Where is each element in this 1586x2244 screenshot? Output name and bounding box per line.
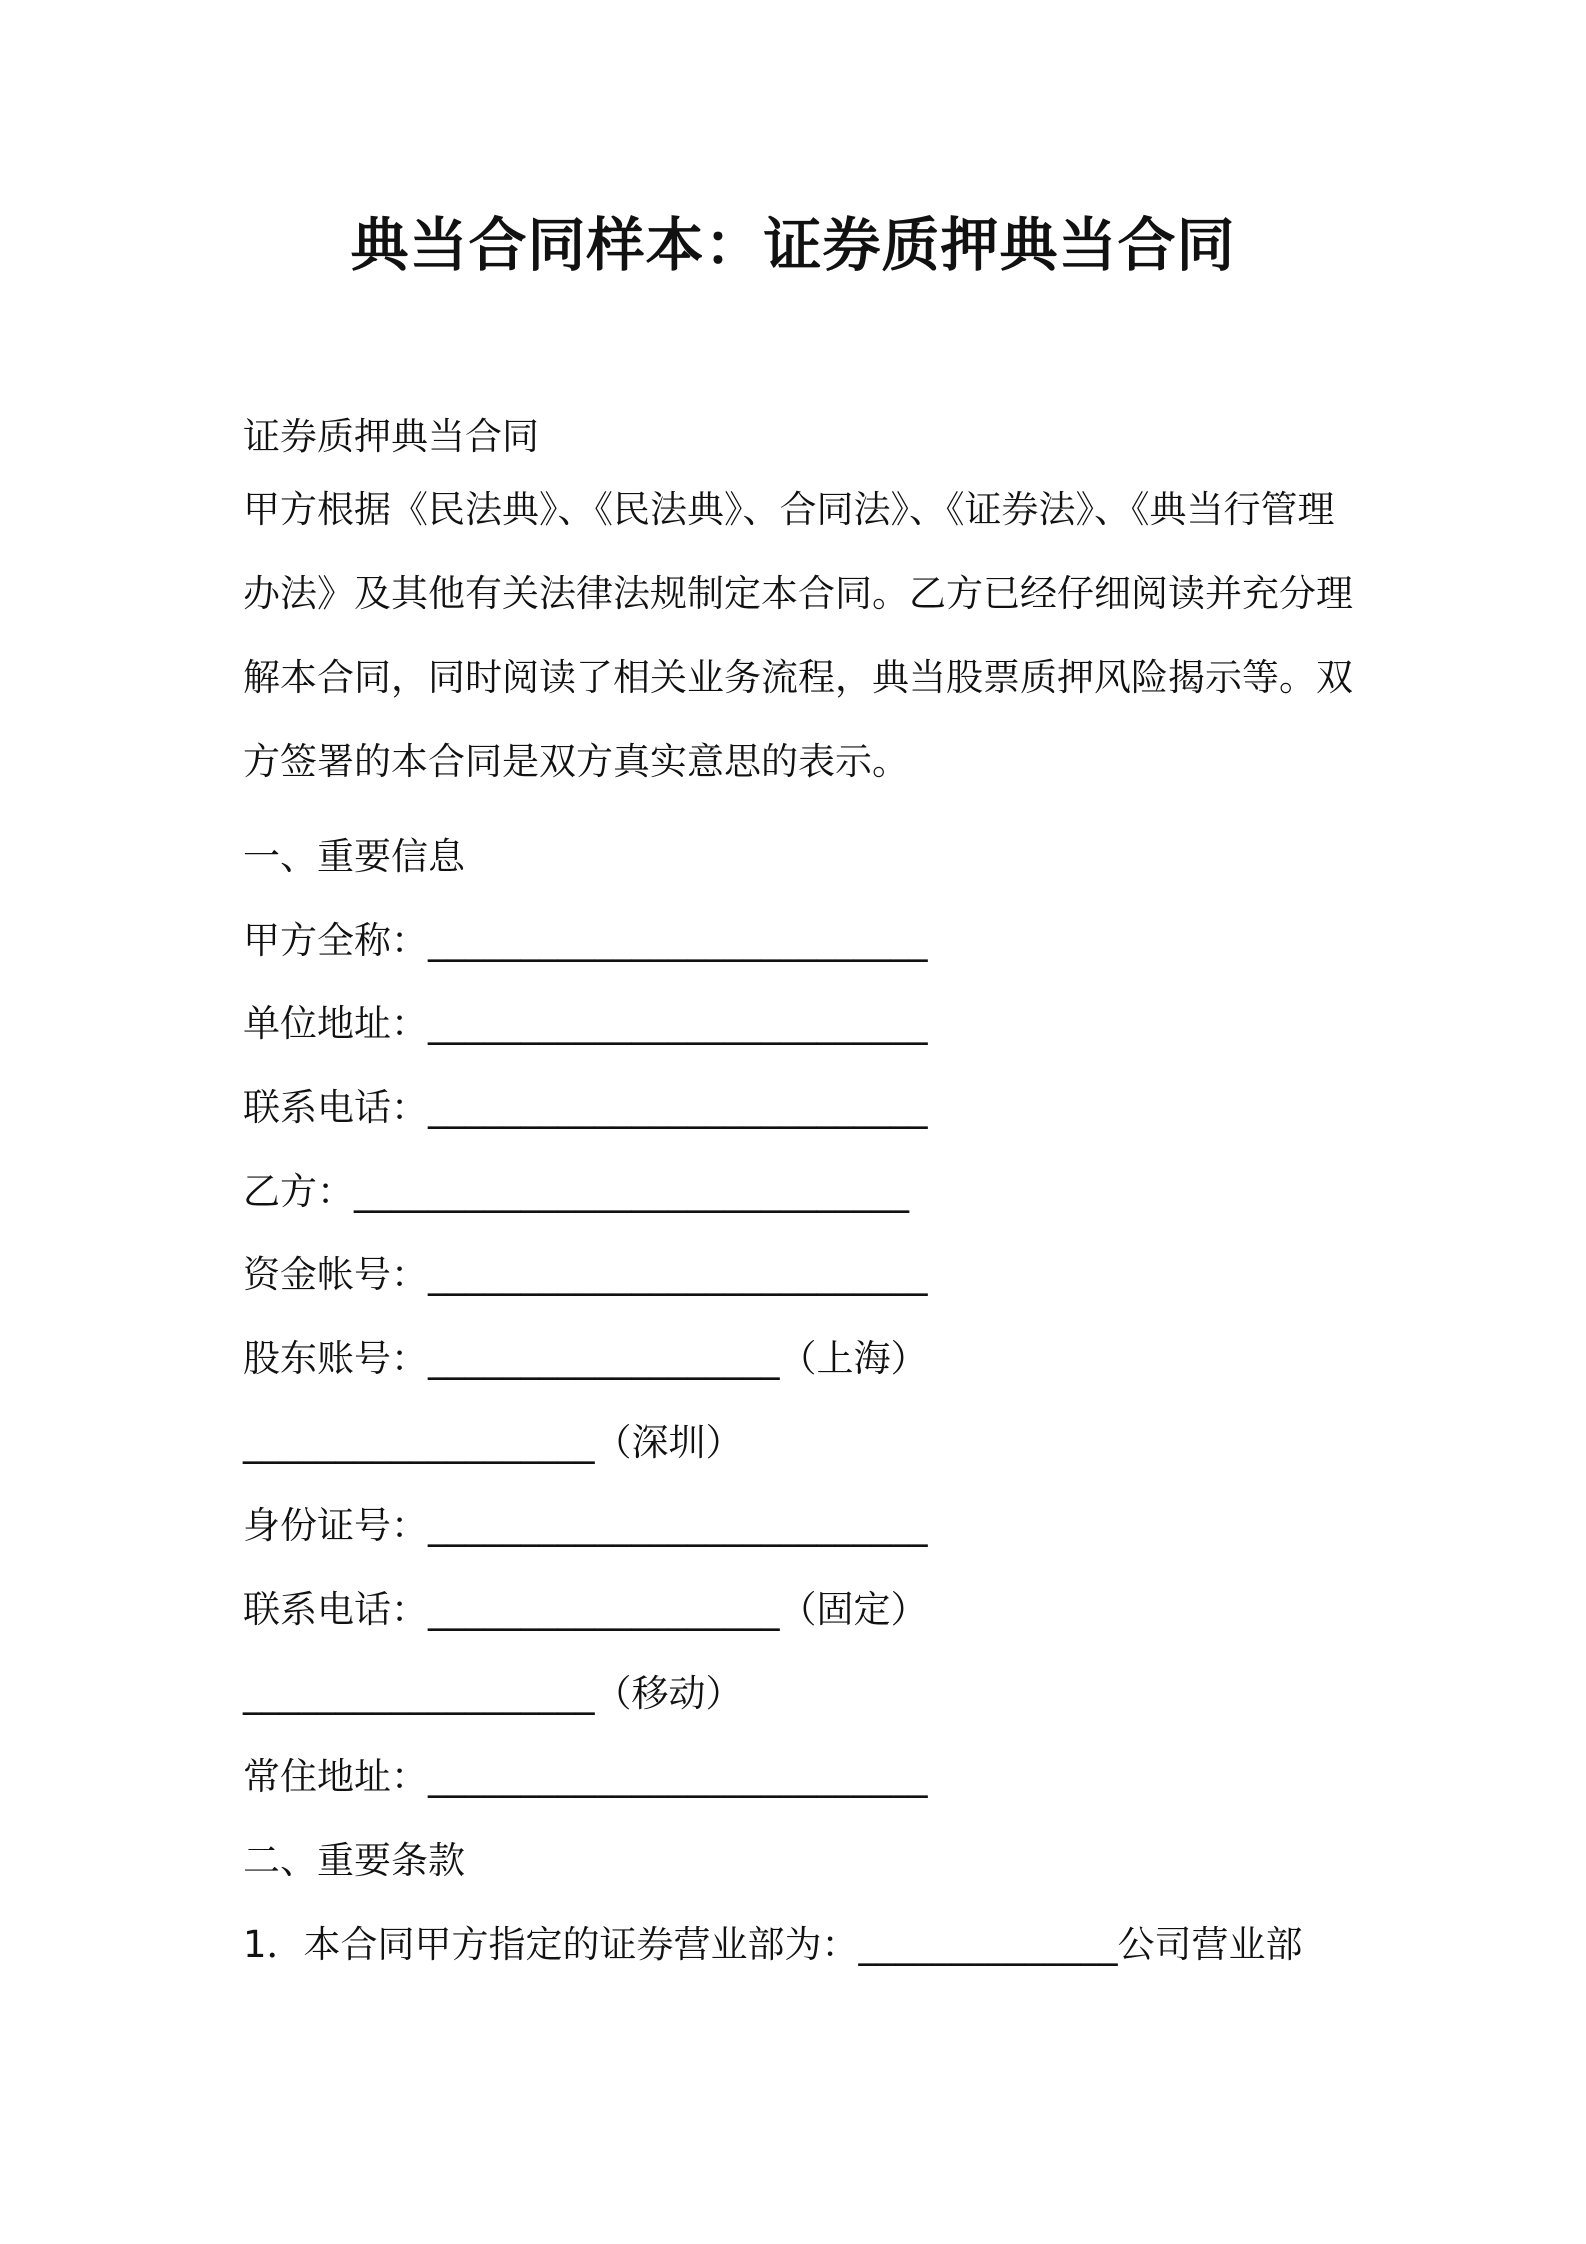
residence-address-field: 常住地址：___________________________ xyxy=(243,1755,928,1798)
phone-mobile-field: ___________________（移动） xyxy=(243,1672,743,1715)
intro-paragraph xyxy=(243,468,1363,804)
intro-line: 甲方根据《民法典》、《民法典》、合同法》、《证券法》、《典当行管理 xyxy=(243,488,1335,531)
phone-fixed-field: 联系电话：___________________（固定） xyxy=(243,1588,928,1631)
phone-a-field: 联系电话：___________________________ xyxy=(243,1086,928,1129)
fund-account-field: 资金帐号：___________________________ xyxy=(243,1253,928,1296)
intro-line: 办法》及其他有关法律法规制定本合同。乙方已经仔细阅读并充分理 xyxy=(243,572,1353,615)
section-heading-important-clauses: 二、重要条款 xyxy=(243,1839,465,1882)
intro-line: 方签署的本合同是双方真实意思的表示。 xyxy=(243,740,909,783)
document-title: 典当合同样本：证券质押典当合同 xyxy=(350,211,1236,279)
shareholder-account-shenzhen-field: ___________________（深圳） xyxy=(243,1421,743,1464)
unit-address-field: 单位地址：___________________________ xyxy=(243,1002,928,1045)
party-a-name-field: 甲方全称：___________________________ xyxy=(243,919,928,962)
clause-1: 1．本合同甲方指定的证券营业部为：______________公司营业部 xyxy=(243,1923,1303,1966)
section-heading-important-info: 一、重要信息 xyxy=(243,835,465,878)
intro-line: 解本合同，同时阅读了相关业务流程，典当股票质押风险揭示等。双 xyxy=(243,656,1353,699)
shareholder-account-shanghai-field: 股东账号：___________________（上海） xyxy=(243,1337,928,1380)
id-number-field: 身份证号：___________________________ xyxy=(243,1504,928,1547)
contract-subtitle: 证券质押典当合同 xyxy=(243,415,539,458)
party-b-field: 乙方：______________________________ xyxy=(243,1170,909,1213)
